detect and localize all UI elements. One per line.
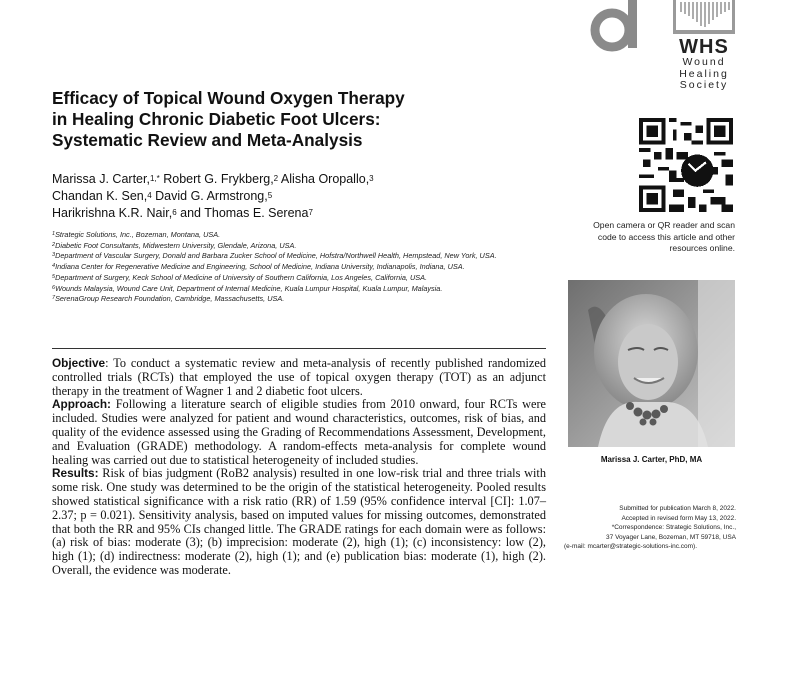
- author-name: Alisha Oropallo,: [280, 172, 370, 186]
- author-affiliation-mark: 3: [369, 174, 374, 183]
- author-affiliation-mark: 4: [147, 191, 152, 200]
- submission-line: 37 Voyager Lane, Bozeman, MT 59718, USA: [606, 533, 736, 541]
- abstract-label: Results:: [52, 466, 99, 481]
- submission-line: Accepted in revised form May 13, 2022.: [621, 514, 736, 522]
- author-name: and Thomas E. Serena: [180, 206, 309, 220]
- photo-caption: Marissa J. Carter, PhD, MA: [600, 455, 703, 464]
- whs-word-healing: Healing: [679, 67, 729, 80]
- section-divider: [52, 348, 546, 349]
- whs-word-wound: Wound: [682, 56, 726, 68]
- affiliation: $^1$Strategic Solutions, Inc., Bozeman, Montana, USA.: [52, 230, 221, 239]
- submission-line: *Correspondence: Strategic Solutions, Inc.,: [611, 524, 736, 532]
- author-affiliation-mark: 6: [172, 208, 177, 217]
- affiliation: $^2$Diabetic Foot Consultants, Midwestern University, Glendale, Arizona, USA.: [52, 240, 297, 250]
- whs-emblem-icon: [673, 0, 735, 34]
- submission-line: Submitted for publication March 8, 2022.: [619, 505, 736, 512]
- affiliations: [52, 230, 548, 305]
- journal-logo-icon: [588, 0, 648, 54]
- qr-caption: Open camera or QR reader and scan code to access this article and other resources online.: [593, 220, 735, 253]
- article-title: [52, 88, 512, 151]
- author-name: Robert G. Frykberg,: [163, 172, 274, 186]
- affiliation: $^6$Wounds Malaysia, Wound Care Unit, Department of Internal Medicine, Kuala Lumpur Hospital, Kuala Lumpur, Malaysia.: [52, 283, 443, 293]
- title-line: Efficacy of Topical Wound Oxygen Therapy: [52, 88, 405, 108]
- abstract: [52, 357, 546, 578]
- abstract-label: Approach:: [52, 397, 111, 412]
- title-line: Systematic Review and Meta-Analysis: [52, 130, 363, 150]
- affiliation: $^4$Indiana Center for Regenerative Medicine and Engineering, School of Medicine, Indiana University, Indianapolis, Indiana, USA.: [52, 262, 465, 272]
- abstract-approach: Approach: Following a literature search of eligible studies from 2010 onward, four RCTs were included. Studies were analyzed for patient and wound characteristics, outcomes, risk of bias, and quality of the evidence assessed using the Grading of Recommendations Assessment, Development, and Evaluation (GRADE) methodology. A random-effects meta-analysis for complete wound healing was carried out due to statistical heterogeneity of included studies.: [52, 397, 546, 467]
- affiliation: $^5$Department of Surgery, Keck School of Medicine of University of Southern California, Los Angeles, California, USA.: [52, 272, 427, 282]
- qr-code-icon[interactable]: [639, 118, 733, 212]
- whs-word-society: Society: [679, 79, 729, 91]
- wound-healing-society-logo: [673, 0, 737, 92]
- abstract-results: Results: Risk of bias judgment (RoB2 analysis) resulted in one low-risk trial and three trials with some risk. One study was determined to be the origin of the statistical heterogeneity. Pooled results showed statistical significance with a risk ratio (RR) of 1.59 (95% confidence interval [CI]: 1.07–2.37; p = 0.021). Sensitivity analysis, based on imputed values for missing outcomes, demonstrated that both the RR and 95% CIs changed little. The GRADE ratings for each domain were as follows: (a) risk of bias: moderate (3); (b) imprecision: moderate (2), high (1); (c) inconsistency: low (2), high (1); (d) indirectness: moderate (2), high (1); and (e) publication bias: moderate (1), high (2). Overall, the evidence was moderate.: [52, 466, 546, 577]
- author-name: Chandan K. Sen,: [52, 189, 148, 203]
- abstract-label: Objective: [52, 356, 106, 370]
- author-affiliation-mark: 5: [267, 191, 273, 200]
- affiliation: $^3$Department of Vascular Surgery, Donald and Barbara Zucker School of Medicine, Hofstra/Northwell Health, Hempstead, New York, USA.: [52, 251, 497, 261]
- author-name: Harikrishna K.R. Nair,: [52, 206, 173, 220]
- author-name: David G. Armstrong,: [155, 189, 268, 203]
- author-affiliation-mark: 7: [308, 208, 313, 217]
- author-list: [52, 171, 552, 222]
- correspondence-email[interactable]: (e-mail: mcarter@strategic-solutions-inc.com).: [564, 543, 698, 551]
- author-photo: [568, 280, 735, 447]
- title-line: in Healing Chronic Diabetic Foot Ulcers:: [52, 109, 381, 129]
- author-affiliation-mark: 1,*: [149, 174, 160, 183]
- abstract-objective: Objective: To conduct a systematic review and meta-analysis of recently published randomized controlled trials (RCTs) that employed the use of topical oxygen therapy (TOT) as an adjunct therapy in the treatment of Wagner 1 and 2 diabetic foot ulcers.: [52, 356, 546, 398]
- affiliation: $^7$SerenaGroup Research Foundation, Cambridge, Massachusetts, USA.: [52, 294, 285, 304]
- author-name: Marissa J. Carter,: [52, 172, 150, 186]
- whs-name: WHS: [679, 36, 729, 58]
- submission-info: [564, 504, 736, 552]
- author-affiliation-mark: 2: [273, 174, 279, 183]
